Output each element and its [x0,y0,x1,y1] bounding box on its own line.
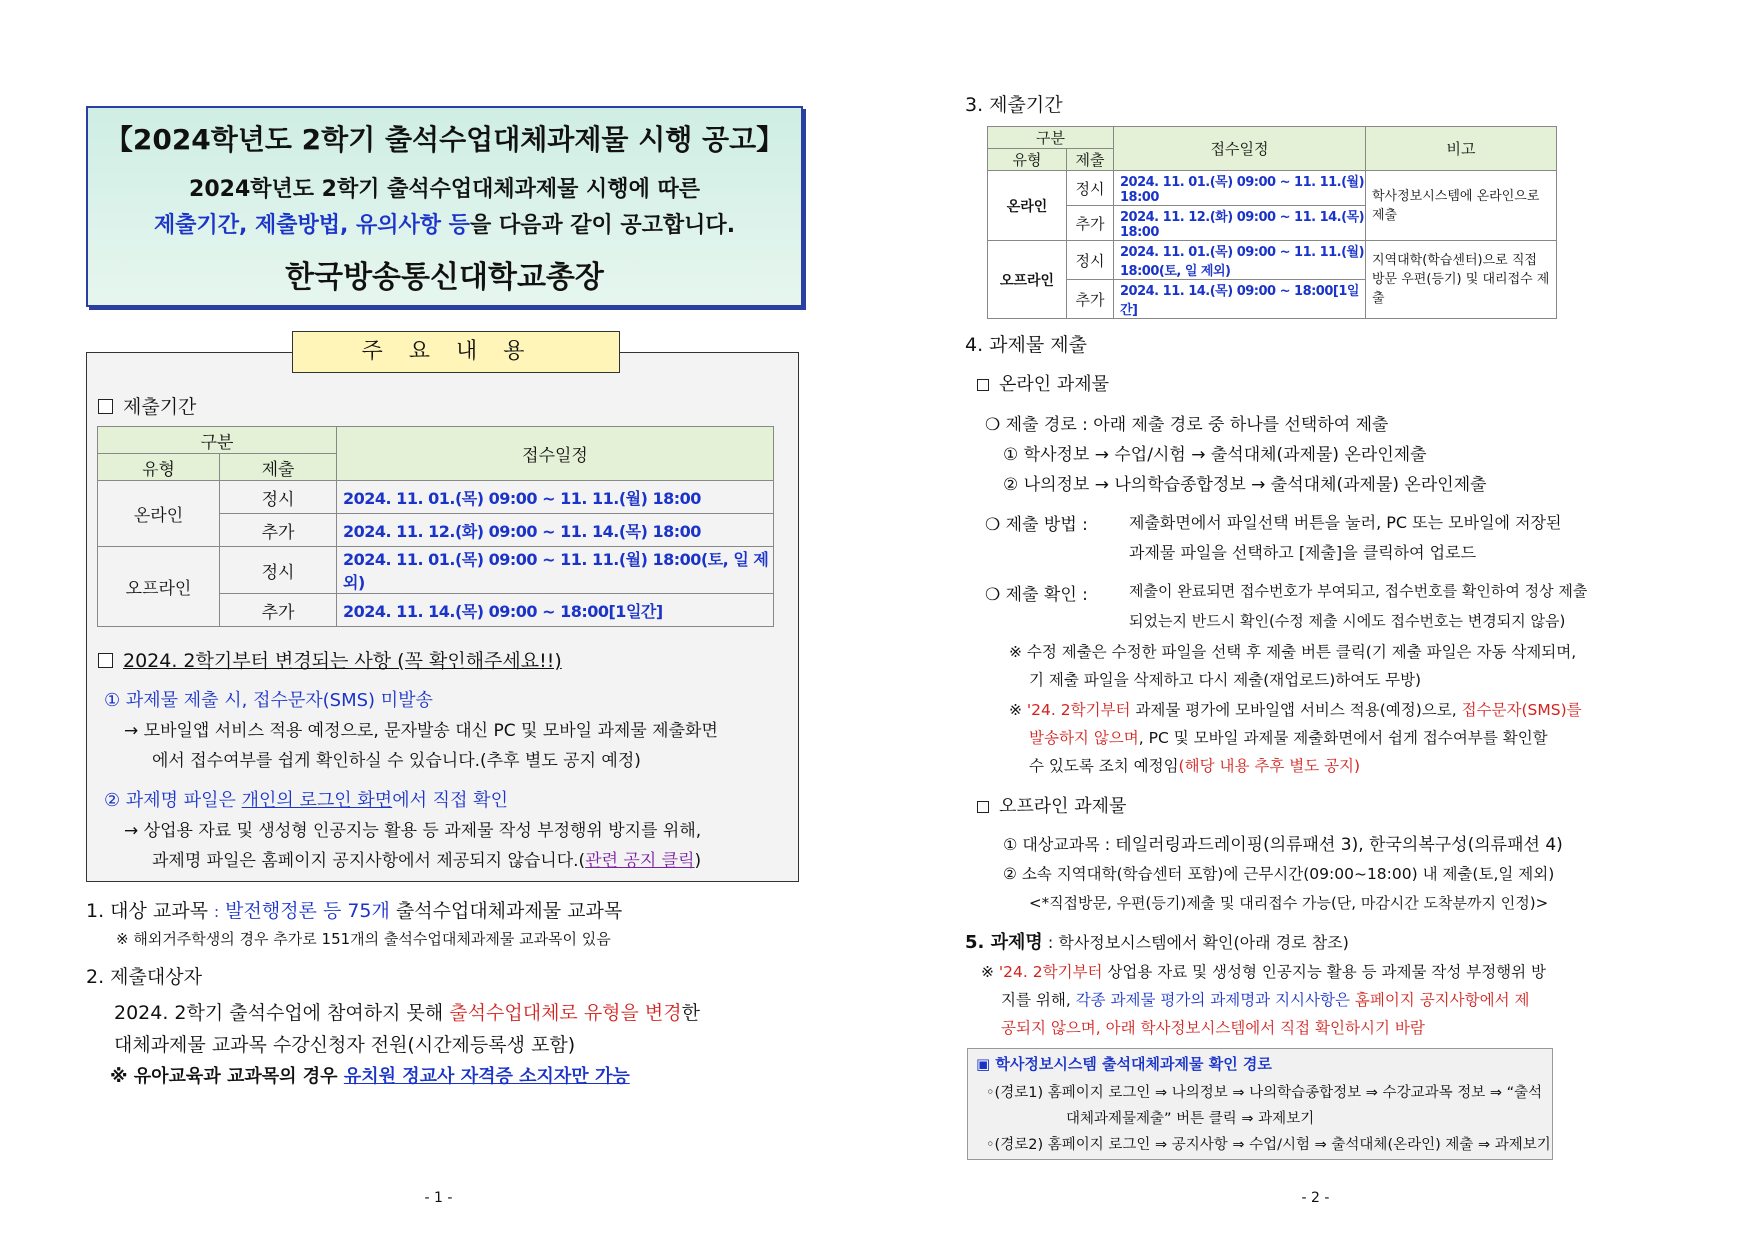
page-2 [877,0,1754,1240]
route-1: ① 학사정보 → 수업/시험 → 출석대체(과제물) 온라인제출 [1003,445,1427,465]
online-heading: 온라인 과제물 [977,370,1109,396]
schedule-cell: 2024. 11. 01.(목) 09:00 ~ 11. 11.(월) 18:00 [1114,171,1366,206]
schedule-cell: 2024. 11. 14.(목) 09:00 ~ 18:00[1일간] [337,594,774,627]
col-submit-header: 제출 [1067,149,1114,171]
path-1-line2: 대체과제물제출” 버튼 클릭 ⇒ 과제보기 [1066,1111,1315,1127]
note2-line2: 발송하지 않으며, PC 및 모바일 과제물 제출화면에서 쉽게 접수여부를 확인할 [1029,729,1548,747]
schedule-cell: 2024. 11. 12.(화) 09:00 ~ 11. 14.(목) 18:00 [1114,206,1366,241]
type-cell: 온라인 [98,481,220,547]
route-box [967,1048,1553,1160]
section-1-note: ※ 해외거주학생의 경우 추가로 151개의 출석수업대체과제물 교과목이 있음 [116,930,611,948]
schedule-cell: 2024. 11. 01.(목) 09:00 ~ 11. 11.(월) 18:00 [337,481,774,514]
submit-cell: 추가 [1067,206,1114,241]
section-5-note-line2: 지를 위해, 각종 과제물 평가의 과제명과 지시사항은 홈페이지 공지사항에서 제 [1001,991,1530,1009]
col-type-header: 유형 [98,454,220,481]
checkbox-square-icon [98,653,113,668]
schedule-cell: 2024. 11. 01.(목) 09:00 ~ 11. 11.(월) 18:00(토, 일 제외) [337,547,774,594]
note1-line1: ※ 수정 제출은 수정한 파일을 선택 후 제출 버튼 클릭(기 제출 파일은 자동 삭제되며, [1009,643,1577,661]
changes-heading: 2024. 2학기부터 변경되는 사항 (꼭 확인해주세요!!) [98,646,562,673]
section-2-line2: 대체과제물 교과목 수강신청자 전원(시간제등록생 포함) [114,1034,576,1056]
offline-1: ① 대상교과목 : 테일러링과드레이핑(의류패션 3), 한국의복구성(의류패션 4) [1003,835,1563,855]
schedule-cell: 2024. 11. 14.(목) 09:00 ~ 18:00[1일간] [1114,280,1366,319]
section-3-heading: 3. 제출기간 [965,94,1063,116]
summary-tab: 주요내용 [292,331,620,373]
confirm-label: ❍ 제출 확인 : [985,585,1088,605]
col-note-header: 비고 [1366,127,1557,171]
route-2: ② 나의정보 → 나의학습종합정보 → 출석대체(과제물) 온라인제출 [1003,475,1487,495]
section-2-note: ※ 유아교육과 교과목의 경우 유치원 정교사 자격증 소지자만 가능 [110,1066,630,1087]
announcement-title: 【2024학년도 2학기 출석수업대체과제물 시행 공고】 [104,123,785,156]
col-group-header: 구분 [98,427,337,454]
section-2-heading: 2. 제출대상자 [86,966,202,988]
intro-line-2 [88,208,801,239]
period-heading: 제출기간 [98,392,196,419]
signature: 한국방송통신대학교총장 [285,260,604,295]
table-row [98,547,774,594]
schedule-table-2 [987,126,1557,319]
change2-line2: 과제명 파일은 홈페이지 공지사항에서 제공되지 않습니다.(관련 공지 클릭) [152,851,702,871]
page-number: - 2 - [1301,1190,1330,1206]
intro-line-1: 2024학년도 2학기 출석수업대체과제물 시행에 따른 [189,177,700,202]
offline-2: ② 소속 지역대학(학습센터 포함)에 근무시간(09:00~18:00) 내 제출(토,일 제외) [1003,865,1555,883]
checkbox-square-icon [977,379,989,391]
announcement-title-box [86,106,803,307]
note-cell: 지역대학(학습센터)으로 직접 방문 우편(등기) 및 대리접수 제출 [1366,241,1557,319]
submit-cell: 정시 [220,481,337,514]
confirm-line1: 제출이 완료되면 접수번호가 부여되고, 접수번호를 확인하여 정상 제출 [1129,582,1588,600]
note2-line3: 수 있도록 조치 예정임(해당 내용 추후 별도 공지) [1029,757,1361,775]
change2-title: ② 과제명 파일은 개인의 로그인 화면에서 직접 확인 [104,790,508,811]
col-schedule-header: 접수일정 [1114,127,1366,171]
method-label: ❍ 제출 방법 : [985,515,1088,535]
submit-cell: 정시 [220,547,337,594]
submit-cell: 추가 [220,514,337,547]
change1-title: ① 과제물 제출 시, 접수문자(SMS) 미발송 [104,690,433,711]
checkbox-square-icon [98,399,113,414]
route-label: ❍ 제출 경로 : 아래 제출 경로 중 하나를 선택하여 제출 [985,415,1389,435]
change2-line1: → 상업용 자료 및 생성형 인공지능 활용 등 과제물 작성 부정행위 방지를 위해, [124,821,702,841]
type-cell: 오프라인 [98,547,220,627]
type-cell: 오프라인 [988,241,1067,319]
section-2-line1: 2024. 2학기 출석수업에 참여하지 못해 출석수업대체로 유형을 변경한 [114,1002,700,1024]
col-submit-header: 제출 [220,454,337,481]
method-line1: 제출화면에서 파일선택 버튼을 눌러, PC 또는 모바일에 저장된 [1129,513,1562,532]
schedule-cell: 2024. 11. 01.(목) 09:00 ~ 11. 11.(월) 18:00(토, 일 제외) [1114,241,1366,280]
section-4-heading: 4. 과제물 제출 [965,334,1087,356]
method-line2: 과제물 파일을 선택하고 [제출]을 클릭하여 업로드 [1129,543,1477,562]
offline-heading: 오프라인 과제물 [977,792,1126,818]
confirm-line2: 되었는지 반드시 확인(수정 제출 시에도 접수번호는 변경되지 않음) [1129,612,1566,630]
submit-cell: 추가 [1067,280,1114,319]
col-schedule-header: 접수일정 [337,427,774,481]
note-cell: 학사정보시스템에 온라인으로 제출 [1366,171,1557,241]
submit-cell: 정시 [1067,171,1114,206]
schedule-cell: 2024. 11. 12.(화) 09:00 ~ 11. 14.(목) 18:00 [337,514,774,547]
checkbox-square-icon [977,801,989,813]
submit-cell: 추가 [220,594,337,627]
note1-line2: 기 제출 파일을 삭제하고 다시 제출(재업로드)하여도 무방) [1029,671,1422,689]
path-2: ◦(경로2) 홈페이지 로그인 ⇒ 공지사항 ⇒ 수업/시험 ⇒ 출석대체(온라인) 제출 ⇒ 과제보기 [986,1137,1551,1153]
submit-cell: 정시 [1067,241,1114,280]
col-type-header: 유형 [988,149,1067,171]
table-row [988,241,1557,280]
section-5-note-line3: 공되지 않으며, 아래 학사정보시스템에서 직접 확인하시기 바람 [1001,1019,1425,1037]
note2-line1: ※ '24. 2학기부터 과제물 평가에 모바일앱 서비스 적용(예정)으로, 접수문자(SMS)를 [1009,701,1582,719]
change1-line1: → 모바일앱 서비스 적용 예정으로, 문자발송 대신 PC 및 모바일 과제물 제출화면 [124,721,718,741]
change1-line2: 에서 접수여부를 쉽게 확인하실 수 있습니다.(추후 별도 공지 예정) [152,751,641,771]
route-box-title: ▣ 학사정보시스템 출석대체과제물 확인 경로 [976,1055,1272,1073]
col-group-header: 구분 [988,127,1114,149]
intro-highlight: 제출기간, 제출방법, 유의사항 등 [153,213,470,238]
page-number: - 1 - [424,1190,453,1206]
type-cell: 온라인 [988,171,1067,241]
intro-rest: 을 다음과 같이 공고합니다. [469,213,736,238]
schedule-table [97,426,774,627]
related-notice-link[interactable]: 관련 공지 클릭 [585,851,695,871]
table-row [988,171,1557,206]
section-1: 1. 대상 교과목 : 발전행정론 등 75개 출석수업대체과제물 교과목 [86,900,623,922]
table-row [98,481,774,514]
offline-3: <*직접방문, 우편(등기)제출 및 대리접수 가능(단, 마감시간 도착분까지 인정)> [1029,894,1549,912]
section-5-heading: 5. 과제명 : 학사정보시스템에서 확인(아래 경로 참조) [965,932,1349,953]
section-5-note-line1: ※ '24. 2학기부터 상업용 자료 및 생성형 인공지능 활용 등 과제물 작성 부정행위 방 [981,963,1547,981]
path-1-line1: ◦(경로1) 홈페이지 로그인 ⇒ 나의정보 ⇒ 나의학습종합정보 ⇒ 수강교과목 정보 ⇒ “출석 [986,1085,1543,1101]
